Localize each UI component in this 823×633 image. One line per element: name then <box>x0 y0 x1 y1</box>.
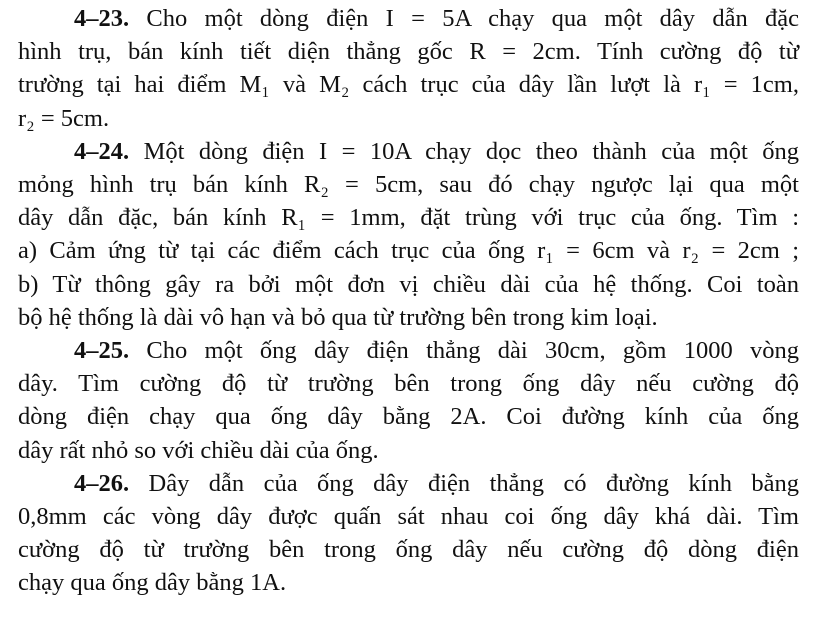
problem-line: dây. Tìm cường độ từ trường bên trong ống dây nếu cường độ <box>18 370 799 398</box>
problem-4-25 <box>18 334 799 467</box>
problem-4-24 <box>18 135 799 334</box>
problem-line: dây rất nhỏ so với chiều dài của ống. <box>18 436 379 464</box>
problem-number: 4–25. <box>74 337 130 365</box>
problem-number: 4–24. <box>74 137 130 165</box>
problem-line: 0,8mm các vòng dây được quấn sát nhau coi ống dây khá dài. Tìm <box>18 503 799 531</box>
problem-line: 4–23. Cho một dòng điện I = 5A chạy qua một dây dẫn đặc <box>74 5 799 32</box>
problem-line: mỏng hình trụ bán kính R₂ = 5cm, sau đó chạy ngược lại qua một <box>18 171 799 199</box>
problem-4-26 <box>18 467 799 600</box>
problem-line: chạy qua ống dây bằng 1A. <box>18 569 287 597</box>
problem-line: dòng điện chạy qua ống dây bằng 2A. Coi đường kính của ống <box>18 403 799 431</box>
problem-line: r₂ = 5cm. <box>18 104 110 132</box>
problem-number: 4–23. <box>74 5 130 32</box>
problem-4-23 <box>18 2 799 135</box>
problem-line: dây dẫn đặc, bán kính R₁ = 1mm, đặt trùng với trục của ống. Tìm : <box>18 204 799 232</box>
problem-line: bộ hệ thống là dài vô hạn và bỏ qua từ trường bên trong kim loại. <box>18 303 658 331</box>
problem-line: trường tại hai điểm M₁ và M₂ cách trục của dây lần lượt là r₁ = 1cm, <box>18 71 799 99</box>
problem-number: 4–26. <box>74 469 130 497</box>
problem-line: 4–24. Một dòng điện I = 10A chạy dọc theo thành của một ống <box>74 137 799 165</box>
problem-line: hình trụ, bán kính tiết diện thẳng gốc R = 2cm. Tính cường độ từ <box>18 38 799 66</box>
problem-line: cường độ từ trường bên trong ống dây nếu cường độ dòng điện <box>18 536 799 564</box>
problem-line: a) Cảm ứng từ tại các điểm cách trục của ống r₁ = 6cm và r₂ = 2cm ; <box>18 237 799 265</box>
problem-line: 4–25. Cho một ống dây điện thẳng dài 30cm, gồm 1000 vòng <box>74 337 799 365</box>
problem-line: 4–26. Dây dẫn của ống dây điện thẳng có đường kính bằng <box>74 469 799 497</box>
problem-line: b) Từ thông gây ra bởi một đơn vị chiều dài của hệ thống. Coi toàn <box>18 270 799 298</box>
